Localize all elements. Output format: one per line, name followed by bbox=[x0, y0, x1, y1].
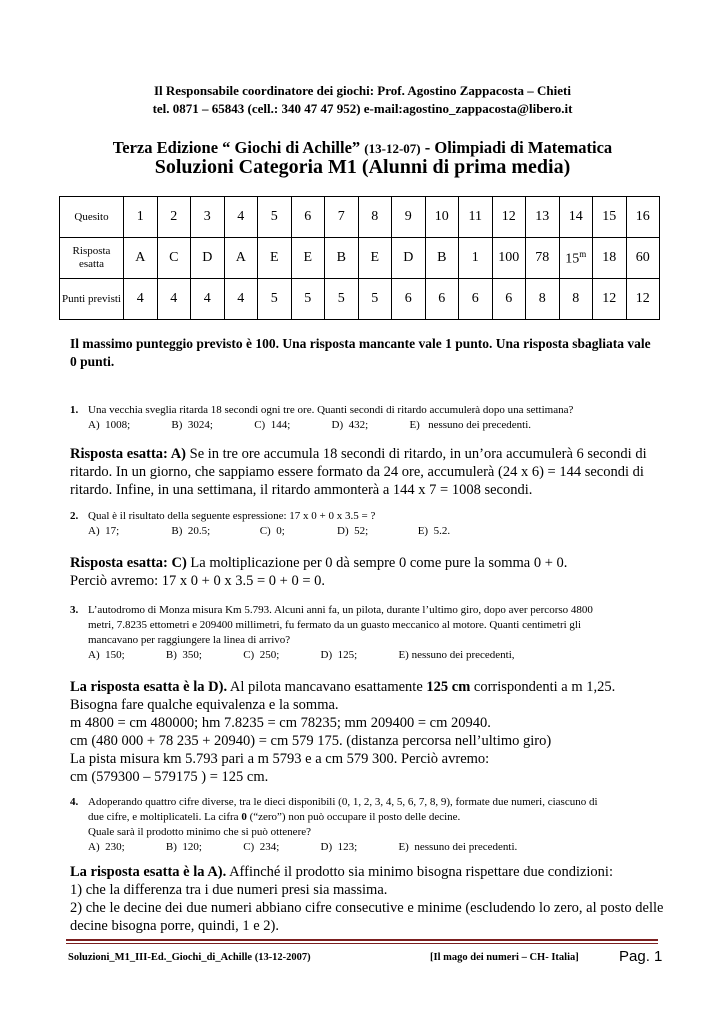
question-text bbox=[70, 795, 665, 810]
answer-line: cm (480 000 + 78 235 + 20940) = cm 579 175. (distanza percorsa nell’ultimo giro) bbox=[70, 733, 552, 749]
answer-line bbox=[70, 678, 670, 696]
table-cell: 1 bbox=[124, 197, 158, 238]
row-label: Quesito bbox=[60, 197, 124, 238]
answer-line: 2) che le decine dei due numeri abbiano cifre consecutive e minime (escludendo lo zero, al posto delle decine bisogna porre, quindi, 1 e 2). bbox=[70, 900, 664, 934]
question-1 bbox=[70, 403, 665, 433]
table-cell: E bbox=[258, 238, 292, 279]
table-cell: D bbox=[191, 238, 225, 279]
answer-label: Risposta esatta: C) bbox=[70, 555, 187, 571]
question-3 bbox=[70, 603, 665, 663]
table-cell: B bbox=[425, 238, 459, 279]
question-text-line bbox=[70, 810, 665, 825]
table-cell: 5 bbox=[291, 279, 325, 320]
question-body: (“zero”) non può occupare il posto delle decine. bbox=[246, 811, 461, 823]
table-cell: 8 bbox=[358, 197, 392, 238]
table-cell: 3 bbox=[191, 197, 225, 238]
row-label: Risposta esatta bbox=[60, 238, 124, 279]
table-cell: C bbox=[157, 238, 191, 279]
table-cell: 5 bbox=[325, 279, 359, 320]
table-cell: 4 bbox=[191, 279, 225, 320]
page-title: Soluzioni Categoria M1 (Alunni di prima media) bbox=[154, 156, 571, 178]
table-cell: 9 bbox=[392, 197, 426, 238]
table-cell: 13 bbox=[526, 197, 560, 238]
table-cell: 6 bbox=[425, 279, 459, 320]
table-cell: 100 bbox=[492, 238, 526, 279]
question-body: Qual è il risultato della seguente espressione: 17 x 0 + 0 x 3.5 = ? bbox=[88, 510, 376, 522]
question-options: A) 1008; B) 3024; C) 144; D) 432; E) nessuno dei precedenti. bbox=[88, 419, 532, 431]
table-cell: 1 bbox=[459, 238, 493, 279]
answer-line: m 4800 = cm 480000; hm 7.8235 = cm 78235; mm 209400 = cm 20940. bbox=[70, 715, 491, 731]
question-text-line: mancavano per raggiungere la linea di arrivo? bbox=[88, 634, 291, 646]
question-2 bbox=[70, 509, 665, 539]
table-cell: 12 bbox=[626, 279, 660, 320]
question-body: Una vecchia sveglia ritarda 18 secondi ogni tre ore. Quanti secondi di ritardo accumulerà dopo una settimana? bbox=[88, 404, 574, 416]
answer-line: cm (579300 – 579175 ) = 125 cm. bbox=[70, 769, 269, 785]
table-cell: 5 bbox=[358, 279, 392, 320]
table-cell: 12 bbox=[492, 197, 526, 238]
table-cell: 78 bbox=[526, 238, 560, 279]
table-cell: 6 bbox=[492, 279, 526, 320]
table-cell: 4 bbox=[224, 197, 258, 238]
footer-divider bbox=[66, 939, 658, 941]
answer-1 bbox=[70, 445, 670, 499]
footer-brand: [Il mago dei numeri – CH- Italia] bbox=[430, 952, 579, 963]
solutions-table bbox=[59, 196, 660, 320]
edition-name: Terza Edizione “ Giochi di Achille” bbox=[112, 138, 361, 157]
question-body: due cifre, e moltiplicateli. La cifra bbox=[88, 811, 242, 823]
table-row-quesito bbox=[60, 197, 660, 238]
question-number: 3. bbox=[70, 604, 79, 616]
answer-line: 1) che la differenza tra i due numeri presi sia massima. bbox=[70, 882, 388, 898]
table-cell: 10 bbox=[425, 197, 459, 238]
question-text bbox=[70, 403, 665, 418]
answer-text: Se in tre ore accumula 18 secondi di ritardo, in un’ora accumulerà 6 secondi di ritardo. In un giorno, che sappiamo essere formato da 24 ore, accumulerà (24 x 6) = 144 secondi di ritardo. Infine, in una settimana, il ritardo ammonterà a 144 x 7 = 1008 secondi. bbox=[70, 446, 647, 498]
scoring-note: Il massimo punteggio previsto è 100. Una risposta mancante vale 1 punto. Una risposta sbagliata vale 0 punti. bbox=[70, 336, 651, 369]
table-row-risposta bbox=[60, 238, 660, 279]
answer-line bbox=[70, 554, 670, 572]
answer-label: La risposta esatta è la A). bbox=[70, 864, 227, 880]
question-options: A) 230; B) 120; C) 234; D) 123; E) nessuno dei precedenti. bbox=[88, 841, 518, 853]
table-cell: 18 bbox=[593, 238, 627, 279]
table-cell: 16 bbox=[626, 197, 660, 238]
table-cell: A bbox=[224, 238, 258, 279]
table-cell: 2 bbox=[157, 197, 191, 238]
table-cell: D bbox=[392, 238, 426, 279]
table-cell: E bbox=[291, 238, 325, 279]
table-cell: 8 bbox=[559, 279, 593, 320]
answer-text: Al pilota mancavano esattamente bbox=[227, 679, 427, 695]
answer-line: Perciò avremo: 17 x 0 + 0 x 3.5 = 0 + 0 = 0. bbox=[70, 573, 326, 589]
table-cell: E bbox=[358, 238, 392, 279]
answer-text: corrispondenti a m 1,25. bbox=[470, 679, 616, 695]
question-body: Adoperando quattro cifre diverse, tra le dieci disponibili (0, 1, 2, 3, 4, 5, 6, 7, 8, 9), formate due numeri, ciascuno di bbox=[88, 796, 598, 808]
header-coordinator: Il Responsabile coordinatore dei giochi: Prof. Agostino Zappacosta – Chieti bbox=[154, 83, 571, 98]
answer-text: La moltiplicazione per 0 dà sempre 0 come pure la somma 0 + 0. bbox=[186, 555, 568, 571]
question-text-line: metri, 7.8235 ettometri e 209400 millimetri, fu fermato da un guasto meccanico al motore. Quanti centimetri gli bbox=[88, 619, 582, 631]
answer-3 bbox=[70, 678, 670, 786]
question-text bbox=[70, 509, 665, 524]
question-highlight: 0 bbox=[241, 811, 247, 823]
answer-2 bbox=[70, 554, 670, 590]
table-cell bbox=[559, 238, 593, 279]
footer-divider bbox=[66, 943, 658, 944]
table-cell: 4 bbox=[224, 279, 258, 320]
table-cell: 6 bbox=[459, 279, 493, 320]
question-number: 4. bbox=[70, 796, 79, 808]
answer-text: Affinché il prodotto sia minimo bisogna rispettare due condizioni: bbox=[226, 864, 613, 880]
table-cell: 5 bbox=[258, 197, 292, 238]
answer-line: La pista misura km 5.793 pari a m 5793 e a cm 579 300. Perciò avremo: bbox=[70, 751, 490, 767]
table-cell: 4 bbox=[157, 279, 191, 320]
footer-filename: Soluzioni_M1_III-Ed._Giochi_di_Achille (13-12-2007) bbox=[68, 952, 311, 963]
page-number: Pag. 1 bbox=[619, 948, 663, 965]
row-label: Punti previsti bbox=[60, 279, 124, 320]
table-cell: B bbox=[325, 238, 359, 279]
table-cell: 5 bbox=[258, 279, 292, 320]
table-cell: 7 bbox=[325, 197, 359, 238]
unit-superscript: m bbox=[579, 248, 587, 259]
table-cell: A bbox=[124, 238, 158, 279]
question-options: A) 150; B) 350; C) 250; D) 125; E) nessuno dei precedenti, bbox=[88, 649, 515, 661]
table-cell: 15 bbox=[593, 197, 627, 238]
answer-line bbox=[70, 863, 670, 881]
question-4 bbox=[70, 795, 665, 855]
table-cell: 8 bbox=[526, 279, 560, 320]
question-options: A) 17; B) 20.5; C) 0; D) 52; E) 5.2. bbox=[88, 525, 451, 537]
table-cell: 6 bbox=[392, 279, 426, 320]
question-number: 2. bbox=[70, 510, 79, 522]
table-cell: 60 bbox=[626, 238, 660, 279]
table-cell: 6 bbox=[291, 197, 325, 238]
answer-highlight: 125 cm bbox=[426, 679, 471, 695]
table-row-punti bbox=[60, 279, 660, 320]
answer-4 bbox=[70, 863, 670, 935]
question-number: 1. bbox=[70, 404, 79, 416]
question-body: L’autodromo di Monza misura Km 5.793. Alcuni anni fa, un pilota, durante l’ultimo giro, dopo aver percorso 4800 bbox=[88, 604, 593, 616]
answer-label: Risposta esatta: A) bbox=[70, 446, 186, 462]
edition-title bbox=[0, 138, 725, 158]
table-cell: 12 bbox=[593, 279, 627, 320]
answer-label: La risposta esatta è la D). bbox=[70, 679, 228, 695]
edition-date: (13-12-07) bbox=[364, 141, 421, 156]
olympiad-name: - Olimpiadi di Matematica bbox=[420, 138, 613, 157]
header-contacts: tel. 0871 – 65843 (cell.: 340 47 47 952) e-mail:agostino_zappacosta@libero.it bbox=[152, 101, 573, 116]
table-cell: 4 bbox=[124, 279, 158, 320]
question-text bbox=[70, 603, 665, 618]
answer-value: 15 bbox=[565, 251, 580, 267]
question-text-line: Quale sarà il prodotto minimo che si può ottenere? bbox=[88, 826, 311, 838]
table-cell: 11 bbox=[459, 197, 493, 238]
answer-line: Bisogna fare qualche equivalenza e la somma. bbox=[70, 697, 339, 713]
table-cell: 14 bbox=[559, 197, 593, 238]
